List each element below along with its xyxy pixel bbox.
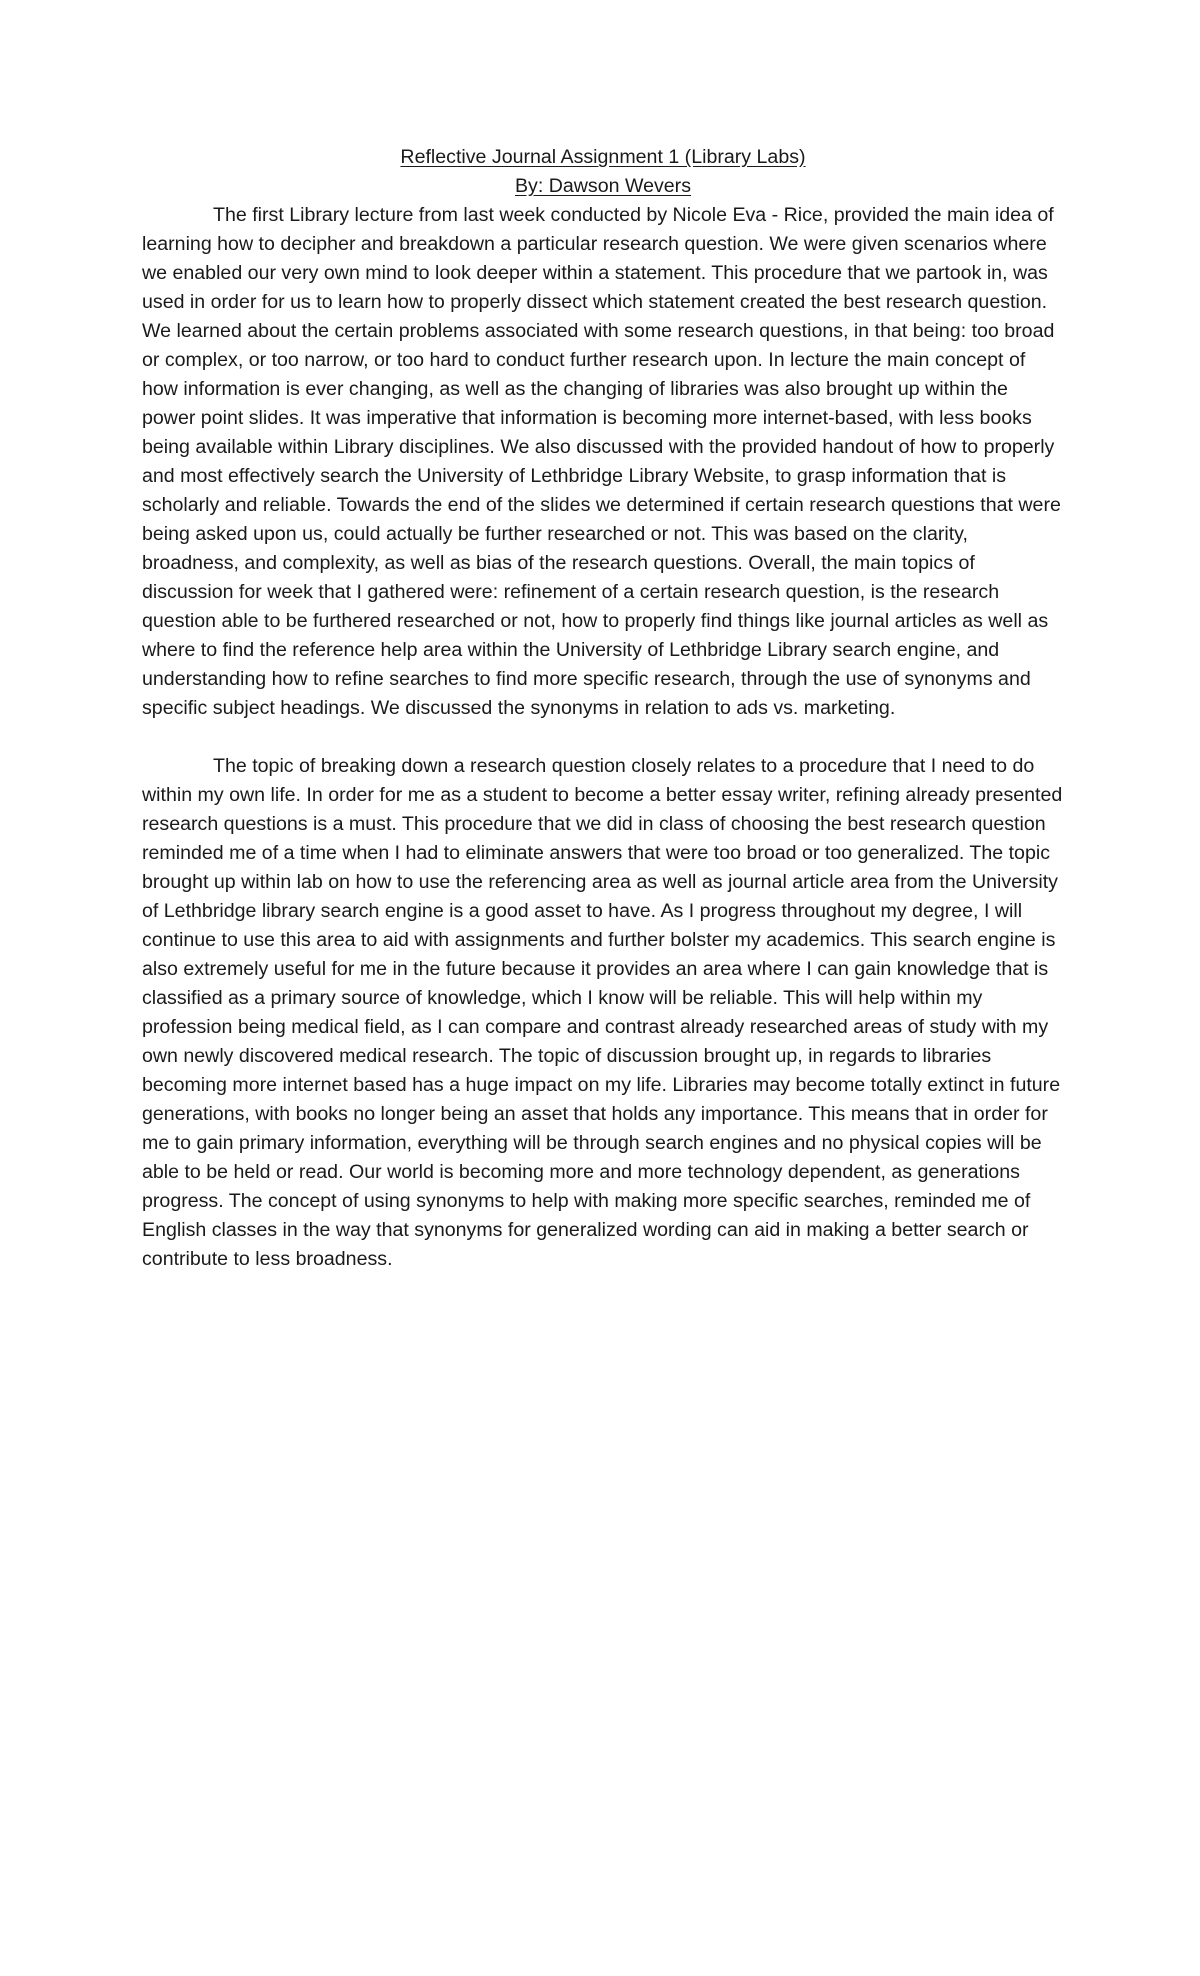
paragraph-2: The topic of breaking down a research question closely relates to a procedure that I need to do within my own life. In order for me as a student to become a better essay writer, refining already presented research questions is a must. This procedure that we did in class of choosing the best research question reminded me of a time when I had to eliminate answers that were too broad or too generalized. The topic brought up within lab on how to use the referencing area as well as journal article area from the University of Lethbridge library search engine is a good asset to have. As I progress throughout my degree, I will continue to use this area to aid with assignments and further bolster my academics. This search engine is also extremely useful for me in the future because it provides an area where I can gain knowledge that is classified as a primary source of knowledge, which I know will be reliable. This will help within my profession being medical field, as I can compare and contrast already researched areas of study with my own newly discovered medical research. The topic of discussion brought up, in regards to libraries becoming more internet based has a huge impact on my life. Libraries may become totally extinct in future generations, with books no longer being an asset that holds any importance. This means that in order for me to gain primary information, everything will be through search engines and no physical copies will be able to be held or read. Our world is becoming more and more technology dependent, as generations progress. The concept of using synonyms to help with making more specific searches, reminded me of English classes in the way that synonyms for generalized wording can aid in making a better search or contribute to less broadness. — [142, 755, 1063, 1270]
document-author: By: Dawson Wevers — [514, 175, 692, 197]
paragraph-1: The first Library lecture from last week conducted by Nicole Eva - Rice, provided the main idea of learning how to decipher and breakdown a particular research question. We were given scenarios where we enabled our very own mind to look deeper within a statement. This procedure that we partook in, was used in order for us to learn how to properly dissect which statement created the best research question. We learned about the certain problems associated with some research questions, in that being: too broad or complex, or too narrow, or too hard to conduct further research upon. In lecture the main concept of how information is ever changing, as well as the changing of libraries was also brought up within the power point slides. It was imperative that information is becoming more internet-based, with less books being available within Library disciplines. We also discussed with the provided handout of how to properly and most effectively search the University of Lethbridge Library Website, to grasp information that is scholarly and reliable. Towards the end of the slides we determined if certain research questions that were being asked upon us, could actually be further researched or not. This was based on the clarity, broadness, and complexity, as well as bias of the research questions. Overall, the main topics of discussion for week that I gathered were: refinement of a certain research question, is the research question able to be furthered researched or not, how to properly find things like journal articles as well as where to find the reference help area within the University of Lethbridge Library search engine, and understanding how to refine searches to find more specific research, through the use of synonyms and specific subject headings. We discussed the synonyms in relation to ads vs. marketing. — [142, 204, 1061, 719]
paragraph-spacer — [142, 723, 1064, 752]
document-body — [142, 143, 1064, 1274]
document-title: Reflective Journal Assignment 1 (Library Labs) — [400, 146, 806, 168]
